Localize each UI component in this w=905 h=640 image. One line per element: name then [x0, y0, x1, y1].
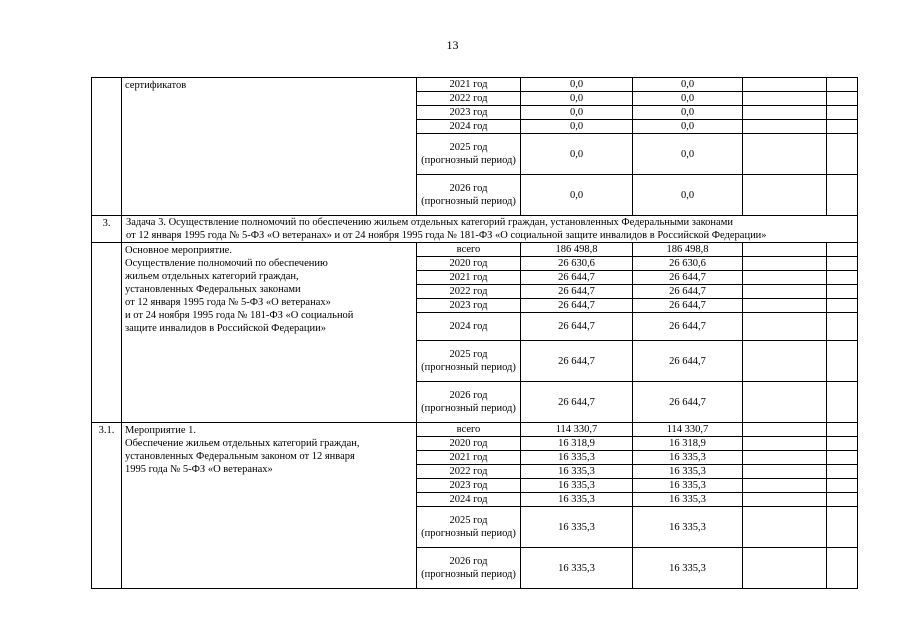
value-cell: 26 644,7 — [521, 271, 633, 285]
value-cell: 26 644,7 — [633, 271, 743, 285]
value-cell: 0,0 — [633, 106, 743, 120]
budget-table — [91, 77, 858, 589]
value-cell: 0,0 — [521, 78, 633, 92]
value-cell: 186 498,8 — [521, 243, 633, 257]
empty-cell — [827, 423, 858, 437]
value-cell: 16 335,3 — [633, 493, 743, 507]
year-cell: 2024 год — [417, 120, 521, 134]
value-cell: 26 644,7 — [633, 285, 743, 299]
value-cell: 26 644,7 — [633, 382, 743, 423]
page-number: 13 — [446, 38, 459, 52]
empty-cell — [827, 175, 858, 216]
empty-cell — [827, 243, 858, 257]
value-cell: 0,0 — [521, 134, 633, 175]
year-cell: 2023 год — [417, 299, 521, 313]
item-name: сертификатов — [122, 78, 417, 216]
value-cell: 16 318,9 — [633, 437, 743, 451]
value-cell: 16 335,3 — [633, 548, 743, 589]
year-cell: 2024 год — [417, 313, 521, 341]
value-cell: 16 335,3 — [633, 507, 743, 548]
empty-cell — [827, 271, 858, 285]
empty-cell — [827, 507, 858, 548]
value-cell: 0,0 — [633, 120, 743, 134]
value-cell: 26 644,7 — [521, 382, 633, 423]
year-cell: 2021 год — [417, 271, 521, 285]
value-cell: 0,0 — [633, 78, 743, 92]
value-cell: 0,0 — [521, 120, 633, 134]
empty-cell — [827, 341, 858, 382]
year-cell: 2025 год (прогнозный период) — [417, 507, 521, 548]
empty-cell — [827, 437, 858, 451]
row-number: 3.1. — [92, 423, 122, 589]
year-cell: 2024 год — [417, 493, 521, 507]
empty-cell — [743, 493, 827, 507]
empty-cell — [743, 120, 827, 134]
value-cell: 0,0 — [633, 92, 743, 106]
empty-cell — [743, 299, 827, 313]
empty-cell — [743, 341, 827, 382]
value-cell: 0,0 — [633, 175, 743, 216]
value-cell: 26 644,7 — [633, 341, 743, 382]
year-cell: 2022 год — [417, 465, 521, 479]
value-cell: 26 644,7 — [521, 341, 633, 382]
value-cell: 26 644,7 — [633, 299, 743, 313]
row-number — [92, 78, 122, 216]
value-cell: 26 644,7 — [633, 313, 743, 341]
value-cell: 0,0 — [521, 175, 633, 216]
year-cell: 2020 год — [417, 437, 521, 451]
value-cell: 0,0 — [633, 134, 743, 175]
empty-cell — [743, 548, 827, 589]
empty-cell — [743, 313, 827, 341]
year-cell: 2023 год — [417, 479, 521, 493]
item-name: Мероприятие 1. Обеспечение жильем отдельных категорий граждан, установленных Федеральным законом от 12 января 1995 года № 5-ФЗ «О ветеранах» — [122, 423, 417, 589]
value-cell: 16 335,3 — [633, 451, 743, 465]
year-cell: 2022 год — [417, 285, 521, 299]
task-row — [92, 216, 858, 243]
empty-cell — [743, 271, 827, 285]
empty-cell — [827, 92, 858, 106]
value-cell: 26 644,7 — [521, 285, 633, 299]
empty-cell — [743, 382, 827, 423]
empty-cell — [827, 134, 858, 175]
year-cell: 2021 год — [417, 78, 521, 92]
value-cell: 0,0 — [521, 92, 633, 106]
empty-cell — [743, 243, 827, 257]
value-cell: 16 335,3 — [633, 479, 743, 493]
item-name: Основное мероприятие. Осуществление полномочий по обеспечению жильем отдельных категорий граждан, установленных Федеральных законами от 12 января 1995 года № 5-ФЗ «О ветеранах» и от 24 ноября 1995 года № 181-ФЗ «О социальной защите инвалидов в Российской Федерации» — [122, 243, 417, 423]
year-cell: 2025 год (прогнозный период) — [417, 134, 521, 175]
value-cell: 26 630,6 — [521, 257, 633, 271]
year-cell: 2025 год (прогнозный период) — [417, 341, 521, 382]
empty-cell — [743, 106, 827, 120]
task-title: Задача 3. Осуществление полномочий по обеспечению жильем отдельных категорий граждан, установленных Федеральными законами от 12 января 1995 года № 5-ФЗ «О ветеранах» и от 24 ноября 1995 года № 181-ФЗ «О социальной защите инвалидов в Российской Федерации» — [122, 216, 858, 243]
empty-cell — [743, 285, 827, 299]
empty-cell — [827, 451, 858, 465]
value-cell: 26 630,6 — [633, 257, 743, 271]
table-row — [92, 78, 858, 92]
row-number: 3. — [92, 216, 122, 243]
value-cell: 16 318,9 — [521, 437, 633, 451]
value-cell: 186 498,8 — [633, 243, 743, 257]
row-number — [92, 243, 122, 423]
empty-cell — [743, 465, 827, 479]
empty-cell — [827, 313, 858, 341]
value-cell: 16 335,3 — [521, 507, 633, 548]
table-row — [92, 243, 858, 257]
empty-cell — [743, 92, 827, 106]
empty-cell — [743, 507, 827, 548]
value-cell: 26 644,7 — [521, 313, 633, 341]
year-cell: 2022 год — [417, 92, 521, 106]
year-cell: 2026 год (прогнозный период) — [417, 175, 521, 216]
year-cell: 2021 год — [417, 451, 521, 465]
empty-cell — [743, 423, 827, 437]
year-cell: 2023 год — [417, 106, 521, 120]
table-row — [92, 423, 858, 437]
empty-cell — [827, 493, 858, 507]
empty-cell — [743, 257, 827, 271]
value-cell: 16 335,3 — [521, 465, 633, 479]
empty-cell — [827, 257, 858, 271]
value-cell: 114 330,7 — [633, 423, 743, 437]
empty-cell — [827, 78, 858, 92]
value-cell: 114 330,7 — [521, 423, 633, 437]
empty-cell — [827, 479, 858, 493]
empty-cell — [827, 120, 858, 134]
value-cell: 0,0 — [521, 106, 633, 120]
empty-cell — [743, 134, 827, 175]
value-cell: 16 335,3 — [521, 548, 633, 589]
empty-cell — [827, 106, 858, 120]
empty-cell — [827, 382, 858, 423]
empty-cell — [827, 548, 858, 589]
empty-cell — [827, 465, 858, 479]
value-cell: 16 335,3 — [521, 493, 633, 507]
empty-cell — [743, 451, 827, 465]
value-cell: 16 335,3 — [633, 465, 743, 479]
empty-cell — [827, 299, 858, 313]
value-cell: 16 335,3 — [521, 451, 633, 465]
year-cell: 2026 год (прогнозный период) — [417, 382, 521, 423]
empty-cell — [743, 437, 827, 451]
year-cell: 2020 год — [417, 257, 521, 271]
value-cell: 26 644,7 — [521, 299, 633, 313]
empty-cell — [827, 285, 858, 299]
empty-cell — [743, 175, 827, 216]
year-cell: всего — [417, 423, 521, 437]
year-cell: всего — [417, 243, 521, 257]
empty-cell — [743, 479, 827, 493]
year-cell: 2026 год (прогнозный период) — [417, 548, 521, 589]
empty-cell — [743, 78, 827, 92]
value-cell: 16 335,3 — [521, 479, 633, 493]
